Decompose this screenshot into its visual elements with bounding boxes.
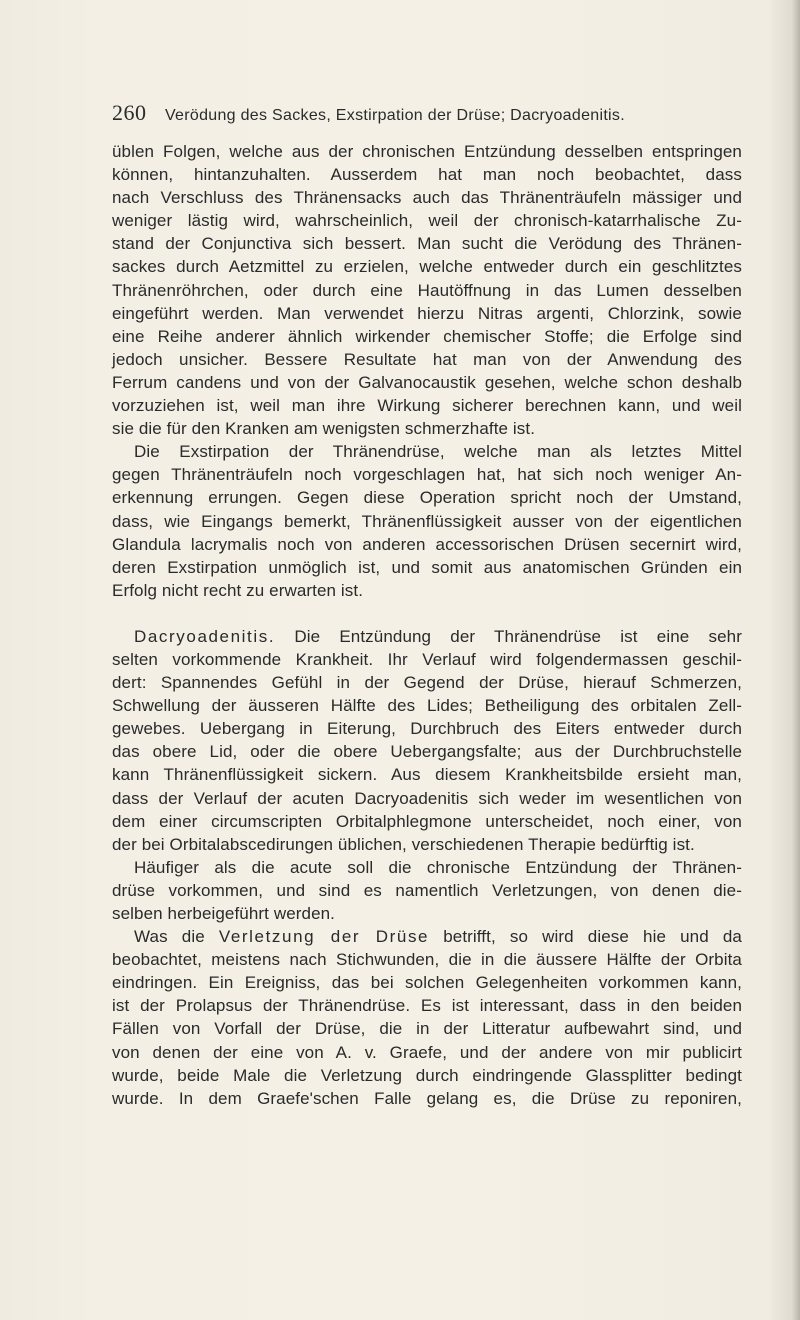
text-line: selten vorkommende Krankheit. Ihr Verlauf wird folgendermassen geschil- [112, 649, 742, 669]
text-line: eindringen. Ein Ereigniss, das bei solchen Gelegenheiten vorkommen kann, [112, 973, 742, 993]
body-text [112, 140, 742, 1110]
text-line: erkennung errungen. Gegen diese Operation spricht noch der Umstand, [112, 488, 742, 508]
text-line: ist der Prolapsus der Thränendrüse. Es ist interessant, dass in den beiden [112, 996, 742, 1016]
text-line: beobachtet, meistens nach Stichwunden, die in die äussere Hälfte der Orbita [112, 950, 742, 970]
text-line: dass, wie Eingangs bemerkt, Thränenflüssigkeit ausser von der eigentlichen [112, 511, 742, 531]
text-line: wurde, beide Male die Verletzung durch eindringende Glassplitter bedingt [112, 1065, 742, 1085]
text-line: jedoch unsicher. Bessere Resultate hat man von der Anwendung des [112, 349, 742, 369]
text-run: betrifft, so wird diese hie und da [429, 927, 742, 947]
emphasized-term: Verletzung der Drüse [218, 927, 430, 947]
text-line: von denen der eine von A. v. Graefe, und der andere von mir publicirt [112, 1042, 742, 1062]
text-line: Ferrum candens und von der Galvanocaustik gesehen, welche schon deshalb [112, 372, 742, 392]
text-line: weniger lästig wird, wahrscheinlich, weil der chronisch-katarrhalische Zu- [112, 211, 742, 231]
text-line: gegen Thränenträufeln noch vorgeschlagen hat, hat sich noch weniger An- [112, 465, 742, 485]
text-line: üblen Folgen, welche aus der chronischen Entzündung desselben entspringen [112, 142, 742, 161]
text-line: der bei Orbitalabscedirungen üblichen, verschiedenen Therapie bedürftig ist. [112, 834, 695, 854]
text-line: eine Reihe anderer ähnlich wirkender chemischer Stoffe; die Erfolge sind [112, 326, 742, 346]
text-line: wurde. In dem Graefe'schen Falle gelang es, die Drüse zu reponiren, [112, 1088, 742, 1108]
section-gap [112, 602, 742, 625]
text-line: dass der Verlauf der acuten Dacryoadenitis sich weder im wesentlichen von [112, 788, 742, 808]
text-line: nach Verschluss des Thränensacks auch das Thränenträufeln mässiger und [112, 188, 742, 208]
text-line: dem einer circumscripten Orbitalphlegmone unterscheidet, noch einer, von [112, 811, 742, 831]
page-number: 260 [112, 100, 147, 125]
text-line: selben herbeigeführt werden. [112, 904, 336, 923]
text-line: eingeführt werden. Man verwendet hierzu Nitras argenti, Chlorzink, sowie [112, 303, 742, 323]
text-run: Die Entzündung der Thränendrüse ist eine sehr [275, 626, 742, 646]
text-line: vorzuziehen ist, weil man ihre Wirkung sicherer berechnen kann, und weil [112, 396, 742, 416]
text-line: gewebes. Uebergang in Eiterung, Durchbruch des Eiters entweder durch [112, 719, 742, 739]
text-line: dert: Spannendes Gefühl in der Gegend der Drüse, hierauf Schmerzen, [112, 673, 742, 693]
section-first-line [112, 625, 742, 648]
text-line: sie die für den Kranken am wenigsten schmerzhafte ist. [112, 419, 536, 439]
section-heading: Dacryoadenitis. [134, 626, 276, 646]
text-line: Die Exstirpation der Thränendrüse, welche man als letztes Mittel [134, 442, 742, 462]
text-line: deren Exstirpation unmöglich ist, und somit aus anatomischen Gründen ein [112, 557, 742, 577]
page-edge-shadow [792, 0, 800, 1320]
text-line: Glandula lacrymalis noch von anderen accessorischen Drüsen secernirt wird, [112, 534, 742, 554]
text-line: können, hintanzuhalten. Ausserdem hat man noch beobachtet, dass [112, 165, 742, 185]
section-first-line [112, 925, 742, 948]
text-line: Fällen von Vorfall der Drüse, die in der Litteratur aufbewahrt sind, und [112, 1019, 742, 1039]
text-line: sackes durch Aetzmittel zu erzielen, welche entweder durch ein geschlitztes [112, 257, 742, 277]
text-line: Schwellung der äusseren Hälfte des Lides; Betheiligung des orbitalen Zell- [112, 696, 742, 716]
running-head: Verödung des Sackes, Exstirpation der Drüse; Dacryoadenitis. [164, 107, 625, 124]
text-line: Thränenröhrchen, oder durch eine Hautöffnung in das Lumen desselben [112, 280, 742, 300]
text-line: drüse vorkommen, und sind es namentlich Verletzungen, von denen die- [112, 880, 742, 900]
page-header [112, 100, 712, 128]
text-line: Häufiger als die acute soll die chronische Entzündung der Thränen- [134, 857, 742, 877]
text-line: das obere Lid, oder die obere Uebergangsfalte; aus der Durchbruchstelle [112, 742, 742, 762]
text-run: Was die [134, 927, 219, 947]
text-line: stand der Conjunctiva sich bessert. Man sucht die Verödung des Thränen- [112, 234, 742, 254]
text-line: Erfolg nicht recht zu erwarten ist. [112, 580, 364, 600]
text-line: kann Thränenflüssigkeit sickern. Aus diesem Krankheitsbilde ersieht man, [112, 765, 742, 785]
